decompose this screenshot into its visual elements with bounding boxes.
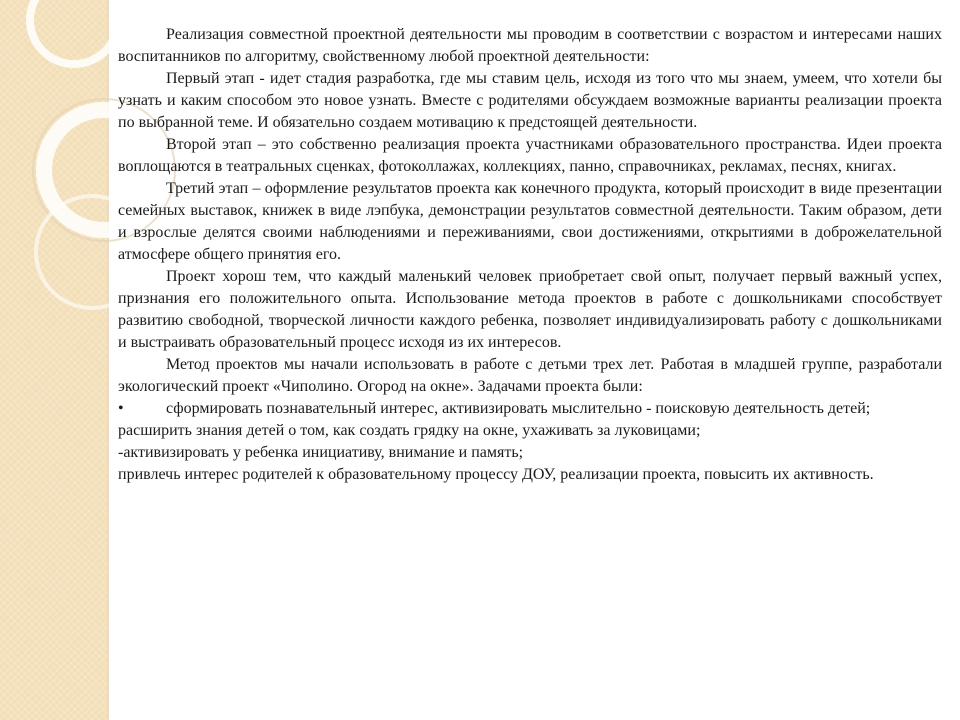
task-item-2: расширить знания детей о том, как создать грядку на окне, ухаживать за луковицами; xyxy=(118,422,701,439)
task-bullet-item xyxy=(118,398,942,420)
paragraph-stage-3: Третий этап – оформление результатов проекта как конечного продукта, который происходит в виде презентации семейных выставок, книжек в виде лэпбука, демонстрации результатов совместной деятельности. Таким образом, дети и взрослые делятся своими наблюдениями и переживаниями, свои достижениями, открытиями в доброжелательной атмосфере общего принятия его. xyxy=(118,180,942,263)
slide-text-body xyxy=(118,24,942,486)
task-item-1: сформировать познавательный интерес, активизировать мыслительно - поисковую деятельность детей; xyxy=(166,400,871,417)
bullet-icon: • xyxy=(118,400,124,417)
task-item-4: привлечь интерес родителей к образовательному процессу ДОУ, реализации проекта, повысить их активность. xyxy=(118,466,874,483)
paragraph-intro: Реализация совместной проектной деятельности мы проводим в соответствии с возрастом и интересами наших воспитанников по алгоритму, свойственному любой проектной деятельности: xyxy=(118,26,942,65)
paragraph-stage-2: Второй этап – это собственно реализация проекта участниками образовательного пространства. Идеи проекта воплощаются в театральных сценках, фотоколлажах, коллекциях, панно, справочниках, рекламах, песнях, книгах. xyxy=(118,136,942,175)
paragraph-project-benefits: Проект хорош тем, что каждый маленький человек приобретает свой опыт, получает первый важный успех, признания его положительного опыта. Использование метода проектов в работе с дошкольниками способствует развитию свободной, творческой личности каждого ребенка, позволяет индивидуализировать работу с дошкольниками и выстраивать образовательный процесс исходя из их интересов. xyxy=(118,268,942,351)
task-item-3: -активизировать у ребенка инициативу, внимание и память; xyxy=(118,444,524,461)
paragraph-method: Метод проектов мы начали использовать в работе с детьми трех лет. Работая в младшей группе, разработали экологический проект «Чиполино. Огород на окне». Задачами проекта были: xyxy=(118,356,942,395)
paragraph-stage-1: Первый этап - идет стадия разработка, где мы ставим цель, исходя из того что мы знаем, умеем, что хотели бы узнать и каким способом это новое узнать. Вместе с родителями обсуждаем возможные варианты реализации проекта по выбранной теме. И обязательно создаем мотивацию к предстоящей деятельности. xyxy=(118,70,942,131)
ring-top xyxy=(30,0,118,64)
